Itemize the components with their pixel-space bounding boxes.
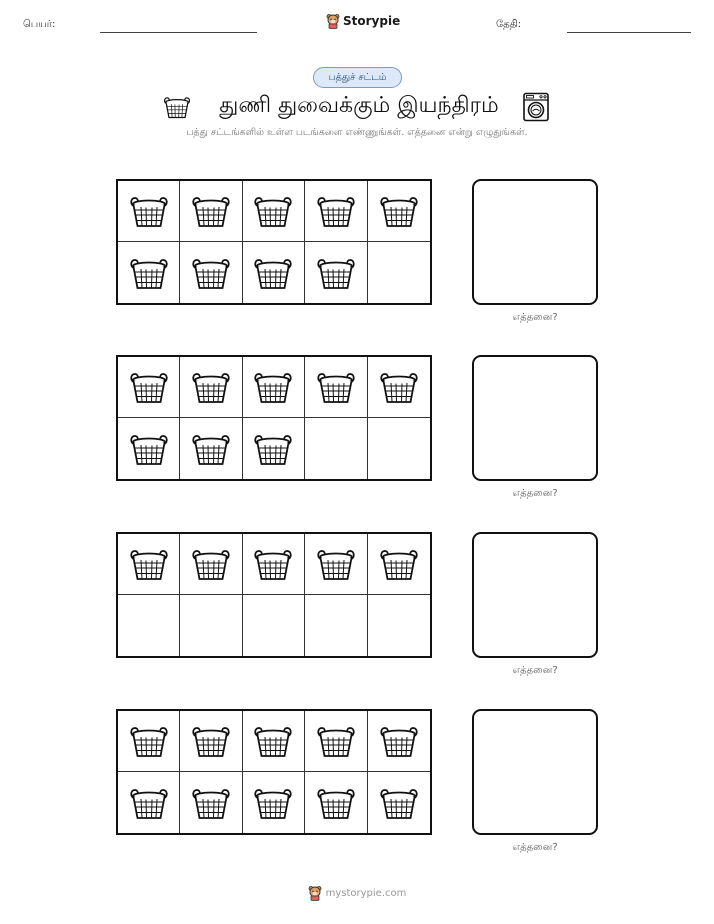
- frame-cell-filled: [305, 534, 367, 595]
- frame-cell-filled: [118, 711, 180, 772]
- laundry-basket-icon: [316, 785, 356, 821]
- date-line[interactable]: [567, 32, 691, 33]
- storypie-bear-icon: [308, 885, 322, 901]
- frame-cell-filled: [305, 711, 367, 772]
- laundry-basket-icon: [379, 546, 419, 582]
- frame-cell-filled: [368, 711, 430, 772]
- answer-box[interactable]: [472, 355, 598, 481]
- ten-frame: [116, 532, 432, 658]
- laundry-basket-icon: [163, 94, 191, 120]
- name-line[interactable]: [100, 32, 257, 33]
- laundry-basket-icon: [316, 546, 356, 582]
- ten-frame: [116, 709, 432, 835]
- frame-cell-filled: [180, 711, 242, 772]
- frame-cell-filled: [118, 772, 180, 833]
- laundry-basket-icon: [191, 785, 231, 821]
- laundry-basket-icon: [129, 546, 169, 582]
- frame-cell-filled: [180, 357, 242, 418]
- storypie-bear-icon: [326, 13, 340, 29]
- frame-cell-filled: [118, 357, 180, 418]
- frame-cell-filled: [368, 772, 430, 833]
- answer-box[interactable]: [472, 179, 598, 305]
- ten-frame: [116, 179, 432, 305]
- laundry-basket-icon: [129, 193, 169, 229]
- laundry-basket-icon: [253, 546, 293, 582]
- question-label: எத்தனை?: [512, 312, 558, 323]
- frame-cell-filled: [305, 242, 367, 303]
- laundry-basket-icon: [253, 723, 293, 759]
- laundry-basket-icon: [379, 369, 419, 405]
- laundry-basket-icon: [191, 431, 231, 467]
- washing-machine-icon: [522, 92, 550, 122]
- laundry-basket-icon: [253, 369, 293, 405]
- exercise-3: [0, 532, 714, 692]
- frame-cell-filled: [243, 534, 305, 595]
- laundry-basket-icon: [316, 723, 356, 759]
- question-label: எத்தனை?: [512, 665, 558, 676]
- exercise-4: [0, 709, 714, 869]
- frame-cell-filled: [305, 181, 367, 242]
- laundry-basket-icon: [253, 431, 293, 467]
- frame-cell-empty: [368, 595, 430, 656]
- footer: [0, 885, 714, 901]
- answer-box[interactable]: [472, 709, 598, 835]
- frame-cell-empty: [368, 242, 430, 303]
- topic-pill: பத்துச் சட்டம்: [313, 67, 402, 88]
- laundry-basket-icon: [253, 785, 293, 821]
- frame-cell-filled: [180, 418, 242, 479]
- laundry-basket-icon: [191, 193, 231, 229]
- laundry-basket-icon: [316, 193, 356, 229]
- exercise-1: [0, 179, 714, 339]
- laundry-basket-icon: [191, 369, 231, 405]
- frame-cell-empty: [305, 595, 367, 656]
- frame-cell-filled: [118, 181, 180, 242]
- name-label: பெயர்:: [23, 19, 56, 30]
- footer-url: mystorypie.com: [325, 887, 407, 899]
- laundry-basket-icon: [191, 255, 231, 291]
- exercise-2: [0, 355, 714, 515]
- frame-cell-filled: [243, 357, 305, 418]
- laundry-basket-icon: [379, 193, 419, 229]
- question-label: எத்தனை?: [512, 842, 558, 853]
- frame-cell-filled: [368, 534, 430, 595]
- frame-cell-empty: [243, 595, 305, 656]
- frame-cell-filled: [118, 242, 180, 303]
- instructions: பத்து சட்டங்களில் உள்ள படங்களை எண்ணுங்கள். எத்தனை என்று எழுதுங்கள்.: [186, 127, 528, 138]
- laundry-basket-icon: [129, 431, 169, 467]
- laundry-basket-icon: [129, 785, 169, 821]
- frame-cell-empty: [118, 595, 180, 656]
- brand-name: Storypie: [343, 14, 401, 28]
- page-title: துணி துவைக்கும் இயந்திரம்: [219, 93, 499, 118]
- frame-cell-filled: [368, 181, 430, 242]
- frame-cell-empty: [305, 418, 367, 479]
- laundry-basket-icon: [253, 255, 293, 291]
- frame-cell-filled: [243, 418, 305, 479]
- frame-cell-filled: [305, 772, 367, 833]
- laundry-basket-icon: [129, 723, 169, 759]
- frame-cell-filled: [368, 357, 430, 418]
- ten-frame: [116, 355, 432, 481]
- laundry-basket-icon: [191, 723, 231, 759]
- title-row: [0, 90, 714, 124]
- laundry-basket-icon: [379, 785, 419, 821]
- laundry-basket-icon: [253, 193, 293, 229]
- frame-cell-filled: [305, 357, 367, 418]
- frame-cell-filled: [180, 242, 242, 303]
- frame-cell-filled: [243, 772, 305, 833]
- laundry-basket-icon: [316, 255, 356, 291]
- frame-cell-filled: [243, 711, 305, 772]
- frame-cell-filled: [180, 181, 242, 242]
- laundry-basket-icon: [379, 723, 419, 759]
- laundry-basket-icon: [129, 255, 169, 291]
- frame-cell-filled: [180, 534, 242, 595]
- date-label: தேதி:: [496, 19, 522, 30]
- frame-cell-empty: [368, 418, 430, 479]
- frame-cell-empty: [180, 595, 242, 656]
- frame-cell-filled: [118, 418, 180, 479]
- laundry-basket-icon: [129, 369, 169, 405]
- answer-box[interactable]: [472, 532, 598, 658]
- frame-cell-filled: [118, 534, 180, 595]
- brand-logo: [326, 13, 400, 29]
- laundry-basket-icon: [191, 546, 231, 582]
- question-label: எத்தனை?: [512, 488, 558, 499]
- frame-cell-filled: [243, 181, 305, 242]
- frame-cell-filled: [243, 242, 305, 303]
- frame-cell-filled: [180, 772, 242, 833]
- laundry-basket-icon: [316, 369, 356, 405]
